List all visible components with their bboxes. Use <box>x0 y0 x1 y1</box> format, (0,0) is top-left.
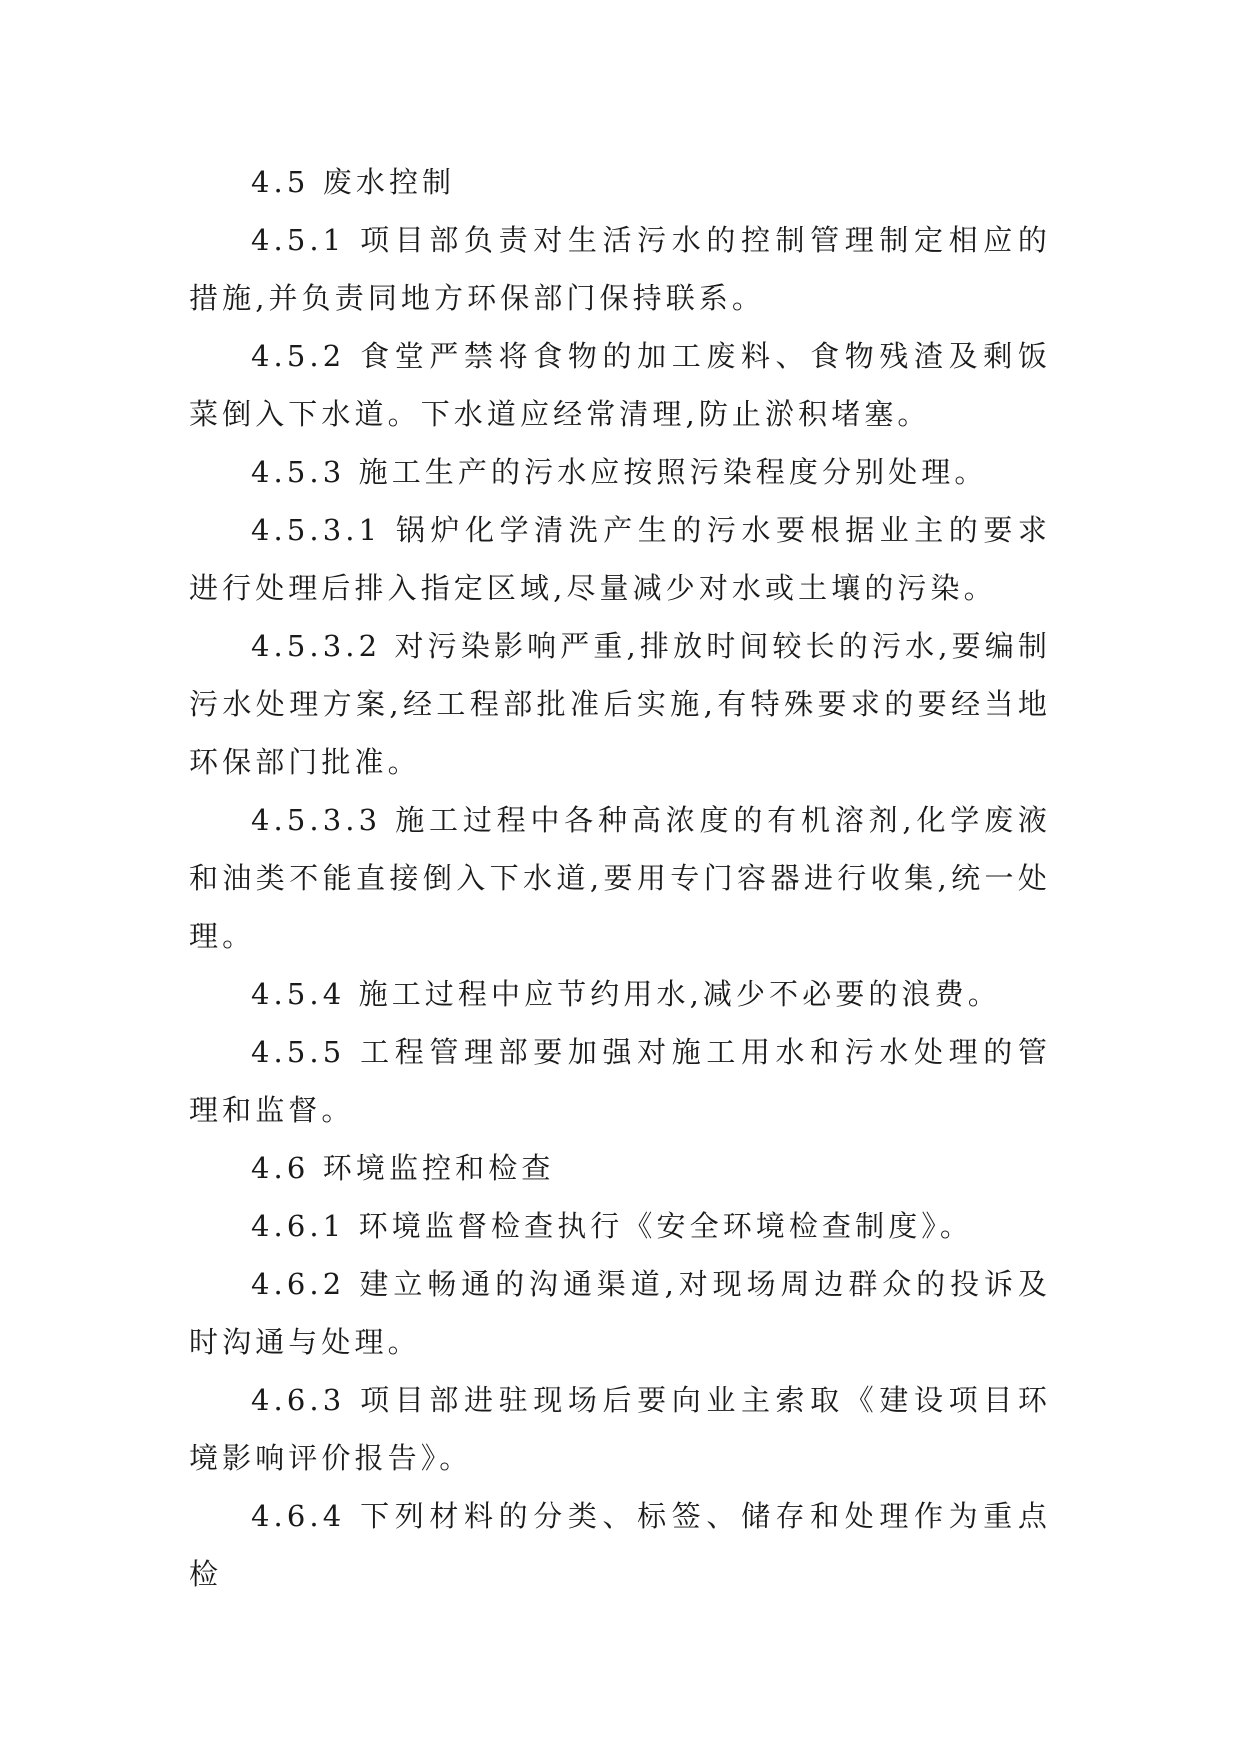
paragraph-4-6-2: 4.6.2 建立畅通的沟通渠道,对现场周边群众的投诉及时沟通与处理。 <box>189 1267 1051 1359</box>
document-body <box>189 153 1051 1603</box>
paragraph-4-6-4: 4.6.4 下列材料的分类、标签、储存和处理作为重点检 <box>189 1499 1051 1591</box>
section-heading-4-6: 4.6 环境监控和检查 <box>251 1151 555 1185</box>
paragraph-4-5-1: 4.5.1 项目部负责对生活污水的控制管理制定相应的措施,并负责同地方环保部门保持联系。 <box>189 223 1051 315</box>
paragraph-4-5-2: 4.5.2 食堂严禁将食物的加工废料、食物残渣及剩饭菜倒入下水道。下水道应经常清理,防止淤积堵塞。 <box>189 339 1051 431</box>
section-heading-4-5: 4.5 废水控制 <box>251 165 456 199</box>
paragraph-4-5-5: 4.5.5 工程管理部要加强对施工用水和污水处理的管理和监督。 <box>189 1035 1051 1127</box>
paragraph-4-5-3: 4.5.3 施工生产的污水应按照污染程度分别处理。 <box>251 455 988 489</box>
paragraph-4-5-3-1: 4.5.3.1 锅炉化学清洗产生的污水要根据业主的要求进行处理后排入指定区域,尽量减少对水或土壤的污染。 <box>189 513 1051 605</box>
paragraph-4-5-3-3: 4.5.3.3 施工过程中各种高浓度的有机溶剂,化学废液和油类不能直接倒入下水道,要用专门容器进行收集,统一处理。 <box>189 803 1051 953</box>
paragraph-4-5-3-2: 4.5.3.2 对污染影响严重,排放时间较长的污水,要编制污水处理方案,经工程部批准后实施,有特殊要求的要经当地环保部门批准。 <box>189 629 1051 779</box>
paragraph-4-6-3: 4.6.3 项目部进驻现场后要向业主索取《建设项目环境影响评价报告》。 <box>189 1383 1051 1475</box>
paragraph-4-6-1: 4.6.1 环境监督检查执行《安全环境检查制度》。 <box>251 1209 974 1243</box>
paragraph-4-5-4: 4.5.4 施工过程中应节约用水,减少不必要的浪费。 <box>251 977 1001 1011</box>
